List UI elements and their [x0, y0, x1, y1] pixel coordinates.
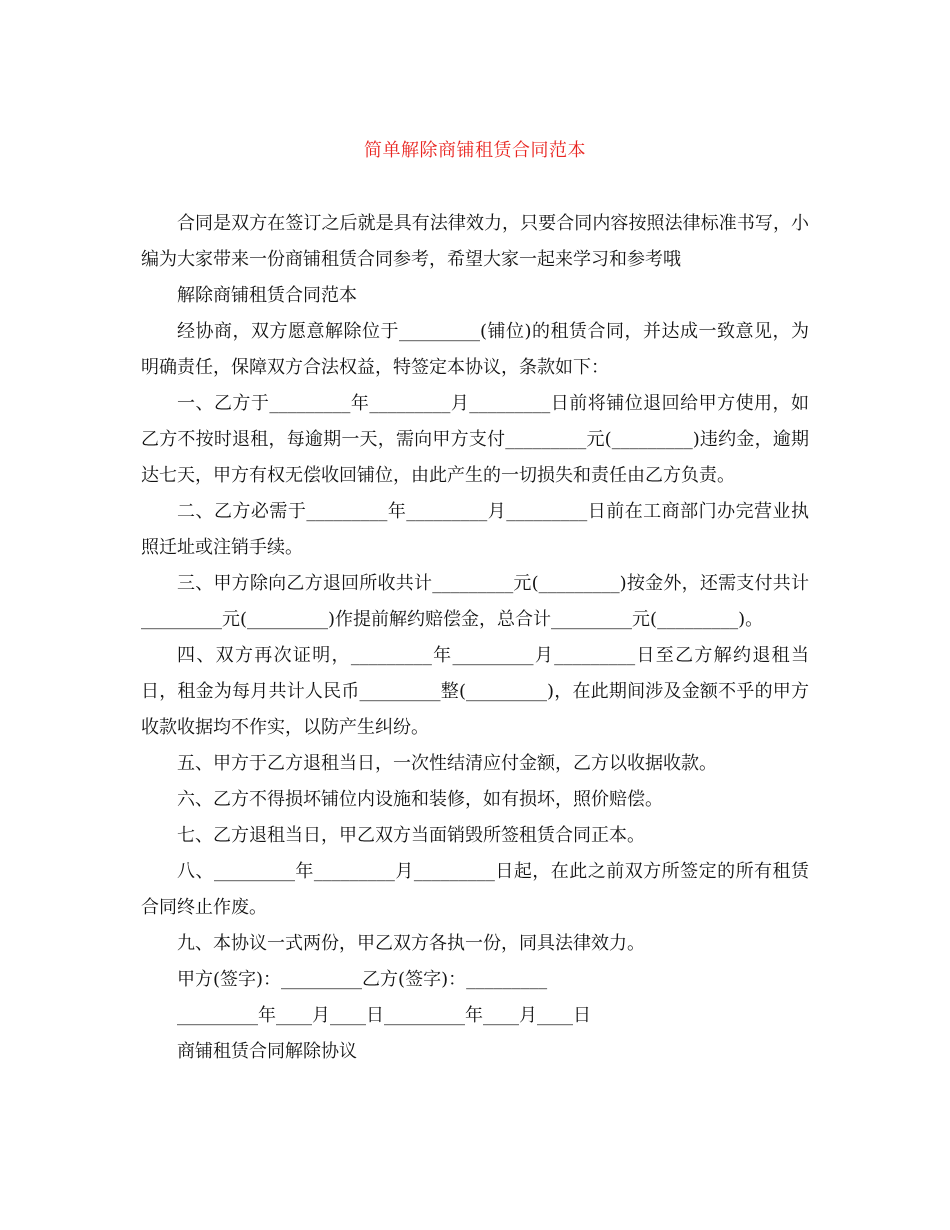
clause-6: 六、乙方不得损坏铺位内设施和装修，如有损坏，照价赔偿。 — [177, 789, 663, 810]
clause-3: 三、甲方除向乙方退回所收共计_________元(_________)按金外，还需支付共计_________元(_________)作提前解约赔偿金，总合计_________元(_________)。 — [141, 573, 809, 630]
closing-heading: 商铺租赁合同解除协议 — [177, 1041, 357, 1062]
preamble-paragraph: 经协商，双方愿意解除位于_________(铺位)的租赁合同，并达成一致意见，为明确责任，保障双方合法权益，特签定本协议，条款如下： — [141, 321, 809, 378]
date-line: _________年____月____日_________年____月____日 — [177, 1005, 591, 1026]
intro-paragraph: 合同是双方在签订之后就是具有法律效力，只要合同内容按照法律标准书写，小编为大家带来一份商铺租赁合同参考，希望大家一起来学习和参考哦 — [141, 213, 809, 270]
clause-9: 九、本协议一式两份，甲乙双方各执一份，同具法律效力。 — [177, 933, 645, 954]
clause-5: 五、甲方于乙方退租当日，一次性结清应付金额，乙方以收据收款。 — [177, 753, 717, 774]
document-title: 简单解除商铺租赁合同范本 — [364, 140, 586, 161]
clause-4: 四、双方再次证明，_________年_________月_________日至乙方解约退租当日，租金为每月共计人民币_________整(_________)，在此期间涉及金额不乎的甲方收款收据均不作实，以防产生纠纷。 — [141, 645, 809, 738]
signature-line: 甲方(签字)：_________乙方(签字)：_________ — [177, 969, 548, 990]
clause-1: 一、乙方于_________年_________月_________日前将铺位退回给甲方使用，如乙方不按时退租，每逾期一天，需向甲方支付_________元(_________)违约金，逾期达七天，甲方有权无偿收回铺位，由此产生的一切损失和责任由乙方负责。 — [141, 393, 809, 486]
clause-2: 二、乙方必需于_________年_________月_________日前在工商部门办完营业执照迁址或注销手续。 — [141, 501, 809, 558]
clause-8: 八、_________年_________月_________日起，在此之前双方所签定的所有租赁合同终止作废。 — [141, 861, 809, 918]
document-body — [141, 206, 809, 1070]
clause-7: 七、乙方退租当日，甲乙双方当面销毁所签租赁合同正本。 — [177, 825, 645, 846]
subheading: 解除商铺租赁合同范本 — [177, 285, 357, 306]
